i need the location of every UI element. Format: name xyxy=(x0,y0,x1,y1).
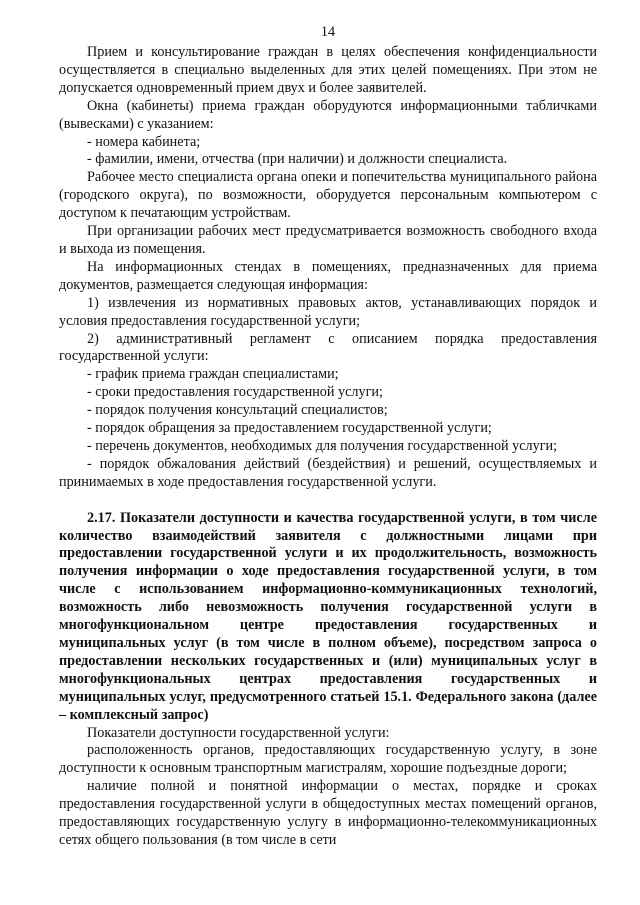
page-number: 14 xyxy=(320,24,336,40)
list-item: - порядок получения консультаций специалистов; xyxy=(87,402,388,419)
list-item: - порядок обжалования действий (бездействия) и решений, осуществляемых и принимаемых в ходе предоставления государственной услуги. xyxy=(59,455,597,490)
paragraph-regulation: 2) административный регламент с описанием порядка предоставления государственной услуги: xyxy=(59,330,597,365)
paragraph-window-signage: Окна (кабинеты) приема граждан оборудуются информационными табличками (вывесками) с указанием: xyxy=(59,97,597,132)
section-heading: 2.17. Показатели доступности и качества государственной услуги, в том числе количество взаимодействий заявителя с должностными лицами при предоставлении государственной услуги и их продолжительность, возможность получения информации о ходе предоставления государственной услуги, в том числе с использованием информационно-коммуникационных технологий, возможность либо невозможность получения государственной услуги в многофункциональном центре предоставления государственных и муниципальных услуг (в том числе в полном объеме), посредством запроса о предоставлении нескольких государственных и (или) муниципальных услуг в многофункциональных центрах предоставления государственных и муниципальных услуг, предусмотренного статьей 15.1. Федерального закона (далее – комплексный запрос) xyxy=(59,509,597,723)
paragraph-confidential-reception: Прием и консультирование граждан в целях обеспечения конфиденциальности осуществляется в специально выделенных для этих целей помещениях. При этом не допускается одновременный прием двух и более заявителей. xyxy=(59,44,597,96)
list-item: - сроки предоставления государственной услуги; xyxy=(87,384,383,401)
paragraph-full-information: наличие полной и понятной информации о местах, порядке и сроках предоставления государственной услуги в общедоступных местах помещений органов, предоставляющих государственную услугу в информационно-телекоммуникационных сетях общего пользования (в том числе в сети xyxy=(59,778,597,848)
document-page xyxy=(59,0,597,850)
list-item: - перечень документов, необходимых для получения государственной услуги; xyxy=(87,437,558,454)
paragraph-info-stands: На информационных стендах в помещениях, предназначенных для приема документов, размещается следующая информация: xyxy=(59,258,597,293)
paragraph-transport-access: расположенность органов, предоставляющих государственную услугу, в зоне доступности к основным транспортным магистралям, хорошие подъездные дороги; xyxy=(59,742,597,777)
paragraph-accessibility-indicators: Показатели доступности государственной услуги: xyxy=(87,724,390,741)
list-item: - порядок обращения за предоставлением государственной услуги; xyxy=(87,420,492,437)
paragraph-free-access: При организации рабочих мест предусматривается возможность свободного входа и выхода из помещения. xyxy=(59,223,597,257)
list-item: - фамилии, имени, отчества (при наличии) и должности специалиста. xyxy=(87,151,508,168)
paragraph-workplace: Рабочее место специалиста органа опеки и попечительства муниципального района (городского округа), по возможности, оборудуется персональным компьютером с доступом к печатающим устройствам. xyxy=(59,169,597,222)
signage-list xyxy=(59,134,597,170)
list-item: - график приема граждан специалистами; xyxy=(87,366,339,383)
paragraph-extracts: 1) извлечения из нормативных правовых актов, устанавливающих порядок и условия предоставления государственной услуги; xyxy=(59,294,597,329)
regulation-list xyxy=(59,366,597,491)
list-item: - номера кабинета; xyxy=(87,133,201,150)
